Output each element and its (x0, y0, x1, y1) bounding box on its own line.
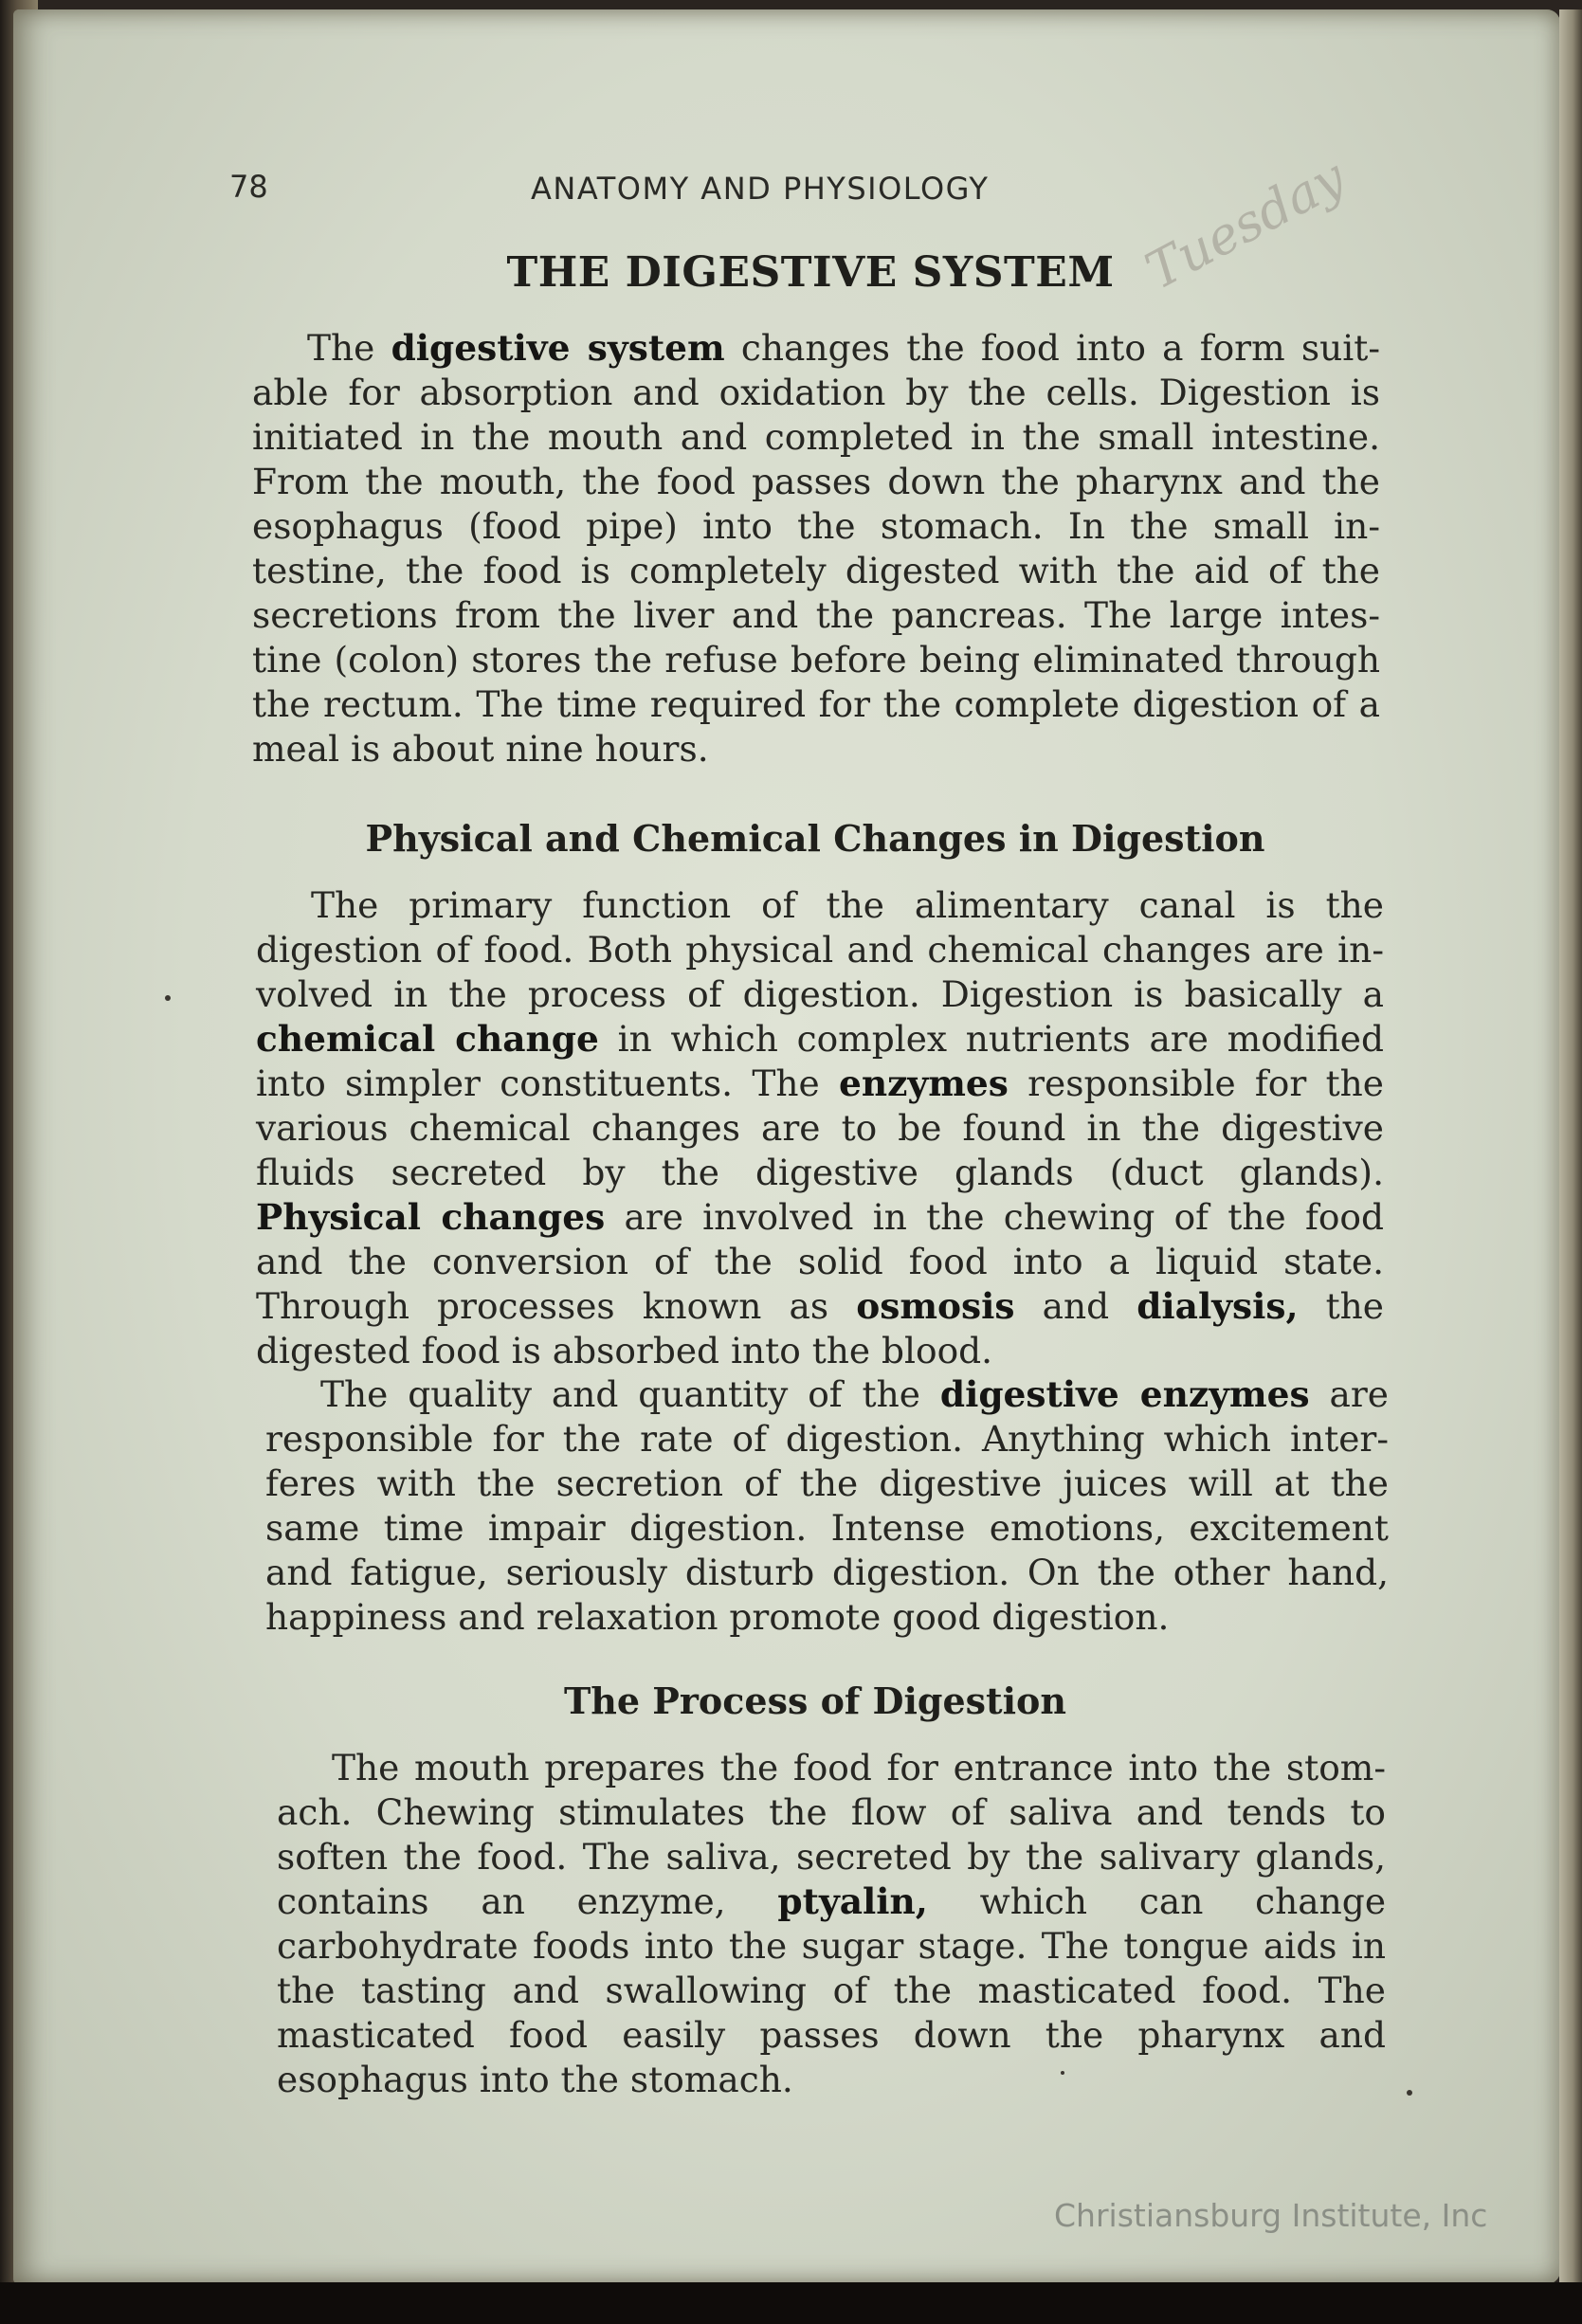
section1-paragraph-1: The primary function of the alimentary canal is the digestion of food. Both physical and chemical changes are involved in the process of digestion. Digestion is basically a chemical change in which complex nutrients are modified into simpler constituents. The enzymes responsible for the various chemical changes are to be found in the digestive fluids secreted by the digestive glands (duct glands). Physical changes are involved in the chewing of the food and the conversion of the solid food into a liquid state. Through processes known as osmosis and dialysis, the digested food is absorbed into the blood. (256, 884, 1385, 1371)
pencil-note: Tuesday (1136, 147, 1355, 301)
page-edge (1559, 9, 1582, 2284)
paper-speck (165, 995, 171, 1001)
chapter-title: THE DIGESTIVE SYSTEM (506, 248, 1115, 297)
bottom-shadow (0, 2282, 1582, 2324)
section2-paragraph-1: The mouth prepares the food for entrance into the stomach. Chewing stimulates the flow of saliva and tends to soften the food. The saliva, secreted by the salivary glands, contains an enzyme, ptyalin, which can change carbohydrate foods into the sugar stage. The tongue aids in the tasting and swallowing of the masticated food. The masticated food easily passes down the pharynx and esophagus into the stomach. (277, 1747, 1387, 2100)
page-number: 78 (229, 169, 268, 205)
paper-speck (1407, 2090, 1412, 2096)
watermark: Christiansburg Institute, Inc (1054, 2197, 1488, 2234)
intro-paragraph: The digestive system changes the food into a form suitable for absorption and oxidation by the cells. Digestion is initiated in the mouth and completed in the small intestine. From the mouth, the food passes down the pharynx and the esophagus (food pipe) into the stomach. In the small intestine, the food is completely digested with the aid of the secretions from the liver and the pancreas. The large intestine (colon) stores the refuse before being eliminated through the rectum. The time required for the complete digestion of a meal is about nine hours. (252, 327, 1380, 770)
running-head: ANATOMY AND PHYSIOLOGY (531, 171, 990, 207)
section-heading-process: The Process of Digestion (564, 1679, 1066, 1722)
section-heading-physical-chemical: Physical and Chemical Changes in Digestion (365, 817, 1265, 860)
section1-paragraph-2: The quality and quantity of the digestive enzymes are responsible for the rate of digestion. Anything which interferes with the secretion of the digestive juices will at the same time impair digestion. Intense emotions, excitement and fatigue, seriously disturb digestion. On the other hand, happiness and relaxation promote good digestion. (265, 1373, 1389, 1638)
